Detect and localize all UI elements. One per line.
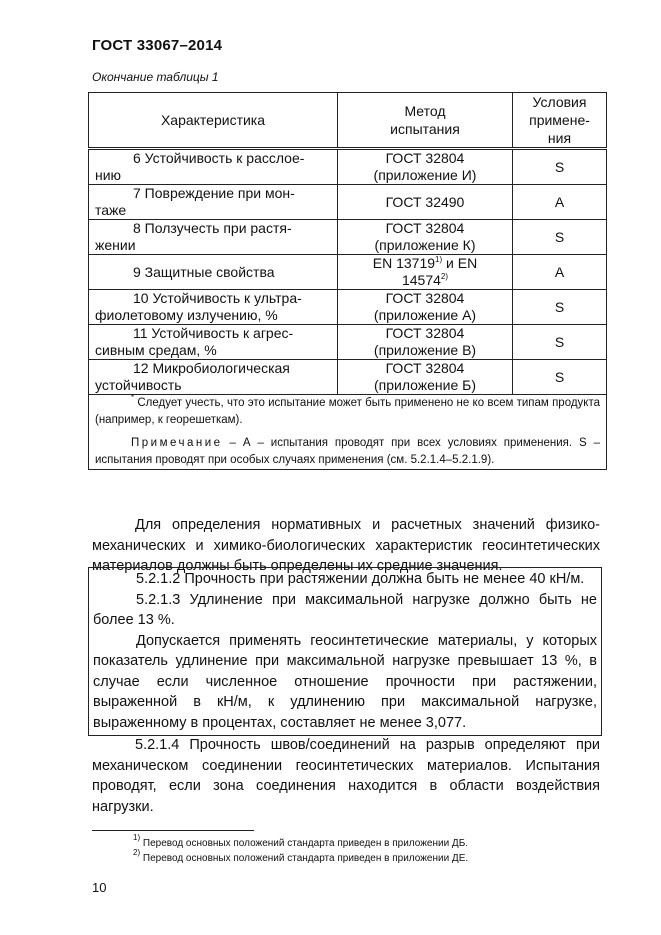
row-characteristic: 10 Устойчивость к ультра- фиолетовому излучению, % (89, 290, 338, 325)
row-conditions: S (513, 325, 607, 360)
row-method: ГОСТ 32804 (приложение К) (338, 220, 513, 255)
table-row (89, 149, 607, 185)
table-caption: Окончание таблицы 1 (92, 70, 219, 84)
row-method: EN 13719$^{1)}$ и EN 14574$^{2)}$ (338, 255, 513, 290)
footnote-2: $^{2)}$ Перевод основных положений стандарта приведен в приложении ДЕ. (133, 848, 469, 864)
table-row (89, 220, 607, 255)
header-conditions: Условия примене- ния (513, 93, 607, 149)
row-method: ГОСТ 32804 (приложение И) (338, 149, 513, 185)
table-notes (89, 395, 607, 470)
row-method: ГОСТ 32804 (приложение Б) (338, 360, 513, 395)
row-conditions: S (513, 360, 607, 395)
row-characteristic: 7 Повреждение при мон- таже (89, 185, 338, 220)
row-conditions: А (513, 255, 607, 290)
row-conditions: А (513, 185, 607, 220)
page-number: 10 (92, 880, 107, 895)
row-characteristic: 6 Устойчивость к расслое- нию (89, 149, 338, 185)
row-method: ГОСТ 32804 (приложение А) (338, 290, 513, 325)
note-conditions: Примечание – А – испытания проводят при всех условиях применения. S – испытания проводят при особых случаях применения (см. 5.2.1.4–5.2.1.9). (95, 437, 600, 466)
row-conditions: S (513, 220, 607, 255)
document-title: ГОСТ 33067–2014 (92, 37, 223, 54)
table-row (89, 185, 607, 220)
row-method: ГОСТ 32490 (338, 185, 513, 220)
table-row (89, 325, 607, 360)
footnote-divider (92, 830, 254, 831)
row-characteristic: 11 Устойчивость к агрес- сивным средам, % (89, 325, 338, 360)
framed-requirements-block (88, 567, 602, 736)
paragraph-mean-values: Для определения нормативных и расчетных значений физико-механических и химико-биологических характеристик геосинтетических материалов должны быть определены их средние значения. (92, 517, 600, 574)
clause-5-2-1-3: 5.2.1.3 Удлинение при максимальной нагрузке должно быть не более 13 %. (93, 591, 597, 628)
header-method: Метод испытания (338, 93, 513, 149)
table-header-row (89, 93, 607, 149)
paragraph-seam-strength: 5.2.1.4 Прочность швов/соединений на разрыв определяют при механическом соединении геосинтетических материалов. Испытания проводят, если зона соединения находится в области воздействия нагрузки. (92, 737, 600, 815)
table-notes-row (89, 395, 607, 470)
table-row (89, 255, 607, 290)
note-asterisk: * Следует учесть, что это испытание может быть применено не ко всем типам продукта (например, к георешеткам). (95, 393, 600, 426)
header-characteristic: Характеристика (89, 93, 338, 149)
characteristics-table (88, 92, 607, 470)
clause-permission: Допускается применять геосинтетические материалы, у которых показатель удлинение при максимальной нагрузке превышает 13 %, в случае если численное отношение прочности при растяжении, выраженной в кН/м, к удлинению при максимальной нагрузке, выраженному в процентах, составляет не менее 3,077. (93, 632, 597, 731)
row-conditions: S (513, 290, 607, 325)
row-method: ГОСТ 32804 (приложение В) (338, 325, 513, 360)
row-characteristic: 12 Микробиологическая устойчивость (89, 360, 338, 395)
clause-5-2-1-2: 5.2.1.2 Прочность при растяжении должна быть не менее 40 кН/м. (136, 571, 585, 587)
footnote-1: $^{1)}$ Перевод основных положений стандарта приведен в приложении ДБ. (133, 833, 469, 849)
table-row (89, 360, 607, 395)
table-row (89, 290, 607, 325)
row-characteristic: 9 Защитные свойства (89, 255, 338, 290)
row-conditions: S (513, 149, 607, 185)
row-characteristic: 8 Ползучесть при растя- жении (89, 220, 338, 255)
